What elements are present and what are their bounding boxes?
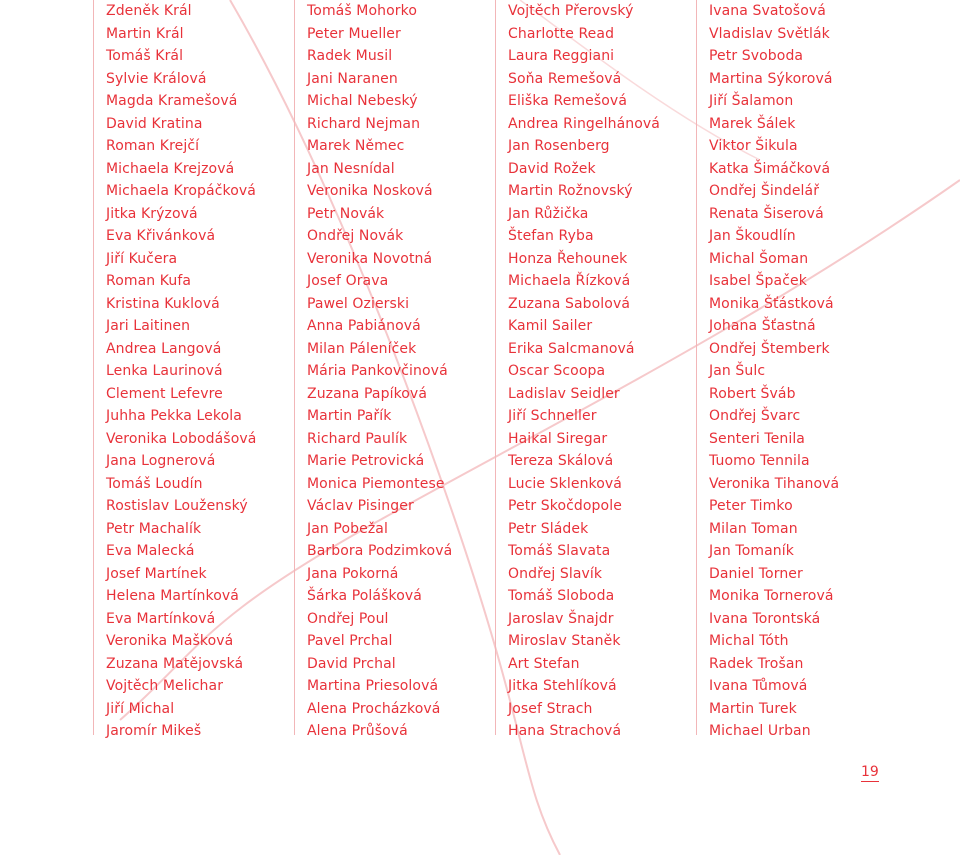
name-entry: Veronika Novotná — [307, 250, 433, 267]
name-entry: Lenka Laurinová — [106, 363, 223, 379]
name-entry: Monika Tornerová — [709, 588, 834, 604]
name-entry: Jan Růžička — [508, 205, 589, 222]
name-entry: Kristina Kuklová — [106, 295, 220, 312]
name-entry: Zdeněk Král — [106, 3, 192, 19]
name-entry: Haikal Siregar — [508, 430, 608, 447]
name-entry: Jani Naranen — [307, 70, 398, 87]
name-entry: David Kratina — [106, 115, 203, 132]
name-entry: Robert Šváb — [709, 385, 796, 402]
name-entry: Hana Strachová — [508, 723, 622, 739]
name-entry: Andrea Langová — [106, 340, 222, 357]
name-entry: Katka Šimáčková — [709, 160, 831, 177]
name-entry: Laura Reggiani — [508, 48, 615, 64]
name-list — [508, 0, 694, 743]
name-entry: Jan Šulc — [709, 363, 766, 379]
name-entry: Josef Martínek — [106, 565, 207, 582]
name-entry: Jan Škoudlín — [709, 228, 796, 244]
name-entry: Petr Machalík — [106, 520, 202, 537]
name-entry: Peter Mueller — [307, 25, 401, 42]
name-entry: Isabel Špaček — [709, 273, 807, 289]
name-entry: Martin Král — [106, 25, 184, 42]
name-entry: Marie Petrovická — [307, 453, 425, 469]
name-entry: Andrea Ringelhánová — [508, 115, 660, 132]
name-entry: Ivana Torontská — [709, 610, 821, 627]
name-entry: Veronika Mašková — [106, 633, 234, 649]
name-entry: Soňa Remešová — [508, 70, 622, 87]
name-entry: Tuomo Tennila — [709, 453, 810, 469]
name-entry: Martina Sýkorová — [709, 70, 833, 87]
name-entry: Martin Pařík — [307, 408, 392, 424]
name-entry: Vojtěch Melichar — [106, 678, 224, 694]
name-entry: Erika Salcmanová — [508, 340, 635, 357]
name-entry: Barbora Podzimková — [307, 543, 453, 559]
name-entry: Kamil Sailer — [508, 318, 593, 334]
name-entry: Richard Nejman — [307, 115, 421, 132]
name-list — [106, 0, 292, 743]
name-entry: Jaroslav Šnajdr — [508, 610, 614, 627]
name-entry: Jiří Schneller — [508, 408, 597, 424]
name-column-4 — [696, 0, 895, 739]
name-entry: Jiří Michal — [106, 700, 175, 717]
name-entry: Eva Křivánková — [106, 228, 216, 244]
name-entry: Eliška Remešová — [508, 93, 627, 109]
name-entry: Jan Rosenberg — [508, 138, 610, 154]
name-entry: Zuzana Papíková — [307, 385, 428, 402]
name-entry: Ondřej Štemberk — [709, 340, 830, 357]
name-entry: Lucie Sklenková — [508, 475, 622, 492]
name-column-3 — [495, 0, 694, 739]
name-entry: David Rožek — [508, 160, 596, 177]
name-entry: Štefan Ryba — [508, 228, 594, 244]
name-entry: Helena Martínková — [106, 588, 239, 604]
name-entry: Honza Řehounek — [508, 250, 628, 267]
name-entry: Renata Šiserová — [709, 205, 824, 222]
name-entry: Jaromír Mikeš — [106, 723, 202, 739]
name-entry: Jiří Šalamon — [709, 93, 794, 109]
name-entry: Petr Sládek — [508, 520, 589, 537]
name-entry: Ondřej Šindelář — [709, 183, 820, 199]
name-entry: Michaela Krejzová — [106, 160, 235, 177]
name-list — [307, 0, 493, 743]
name-entry: Eva Malecká — [106, 543, 195, 559]
name-entry: Tomáš Král — [106, 48, 184, 64]
name-entry: Marek Šálek — [709, 115, 796, 132]
name-entry: Tomáš Sloboda — [508, 588, 615, 604]
name-entry: Jan Nesnídal — [307, 160, 395, 177]
name-entry: Pavel Prchal — [307, 633, 393, 649]
name-entry: David Prchal — [307, 655, 396, 672]
name-entry: Michal Tóth — [709, 633, 789, 649]
name-entry: Martin Rožnovský — [508, 183, 633, 199]
name-entry: Jana Lognerová — [106, 453, 216, 469]
name-entry: Sylvie Králová — [106, 70, 207, 87]
name-entry: Zuzana Sabolová — [508, 295, 631, 312]
name-entry: Šárka Polášková — [307, 588, 422, 604]
name-entry: Clement Lefevre — [106, 385, 223, 402]
name-entry: Martina Priesolová — [307, 678, 439, 694]
name-entry: Mária Pankovčinová — [307, 363, 448, 379]
name-entry: Jitka Stehlíková — [508, 678, 617, 694]
name-entry: Jiří Kučera — [106, 250, 178, 267]
name-entry: Tomáš Loudín — [106, 475, 203, 492]
name-entry: Radek Trošan — [709, 655, 804, 672]
name-entry: Peter Timko — [709, 498, 793, 514]
name-list — [709, 0, 895, 743]
name-entry: Tomáš Slavata — [508, 543, 611, 559]
name-entry: Michal Nebeský — [307, 93, 418, 109]
name-entry: Jan Tomaník — [709, 543, 794, 559]
page-number: 19 — [861, 764, 879, 780]
name-entry: Petr Skočdopole — [508, 498, 622, 514]
name-entry: Jitka Krýzová — [106, 205, 198, 222]
name-entry: Pawel Ozierski — [307, 295, 410, 312]
name-entry: Martin Turek — [709, 700, 797, 717]
name-column-1 — [93, 0, 292, 739]
name-entry: Zuzana Matějovská — [106, 655, 244, 672]
name-entry: Monica Piemontese — [307, 475, 445, 492]
name-entry: Richard Paulík — [307, 430, 408, 447]
name-column-2 — [294, 0, 493, 739]
name-entry: Art Stefan — [508, 655, 580, 672]
name-entry: Senteri Tenila — [709, 430, 805, 447]
name-entry: Roman Krejčí — [106, 138, 200, 154]
name-entry: Miroslav Staněk — [508, 633, 621, 649]
name-entry: Tereza Skálová — [508, 453, 614, 469]
name-entry: Václav Pisinger — [307, 498, 414, 514]
name-entry: Ondřej Poul — [307, 610, 389, 627]
name-entry: Eva Martínková — [106, 610, 216, 627]
name-entry: Michaela Kropáčková — [106, 183, 256, 199]
name-entry: Alena Procházková — [307, 700, 441, 717]
name-entry: Michal Šoman — [709, 250, 809, 267]
name-entry: Jana Pokorná — [307, 565, 399, 582]
name-entry: Josef Strach — [508, 700, 593, 717]
name-entry: Ondřej Novák — [307, 228, 404, 244]
name-entry: Marek Němec — [307, 138, 405, 154]
name-entry: Veronika Tihanová — [709, 475, 840, 492]
name-entry: Rostislav Louženský — [106, 498, 248, 514]
name-entry: Daniel Torner — [709, 565, 803, 582]
name-entry: Johana Šťastná — [709, 318, 816, 334]
name-entry: Viktor Šikula — [709, 138, 798, 154]
name-entry: Milan Páleníček — [307, 340, 417, 357]
name-entry: Radek Musil — [307, 48, 393, 64]
name-entry: Jan Pobežal — [307, 520, 388, 537]
name-entry: Juhha Pekka Lekola — [106, 408, 242, 424]
name-entry: Josef Orava — [307, 273, 389, 289]
name-entry: Magda Kramešová — [106, 93, 238, 109]
name-entry: Vladislav Světlák — [709, 25, 830, 42]
name-entry: Jari Laitinen — [106, 318, 191, 334]
name-entry: Charlotte Read — [508, 25, 615, 42]
name-entry: Tomáš Mohorko — [307, 3, 418, 19]
name-entry: Michaela Řízková — [508, 273, 631, 289]
name-entry: Veronika Lobodášová — [106, 430, 257, 447]
name-entry: Ladislav Seidler — [508, 385, 620, 402]
name-entry: Oscar Scoopa — [508, 363, 606, 379]
name-entry: Ondřej Slavík — [508, 565, 603, 582]
name-entry: Anna Pabiánová — [307, 318, 421, 334]
name-entry: Vojtěch Přerovský — [508, 3, 634, 19]
name-entry: Petr Novák — [307, 205, 385, 222]
name-entry: Roman Kufa — [106, 273, 192, 289]
name-entry: Michael Urban — [709, 723, 811, 739]
name-entry: Petr Svoboda — [709, 48, 804, 64]
name-entry: Monika Šťástková — [709, 295, 834, 312]
name-entry: Ivana Tůmová — [709, 678, 808, 694]
name-entry: Alena Průšová — [307, 723, 408, 739]
name-entry: Veronika Nosková — [307, 183, 433, 199]
name-entry: Ondřej Švarc — [709, 408, 801, 424]
name-entry: Milan Toman — [709, 520, 798, 537]
name-entry: Ivana Svatošová — [709, 3, 826, 19]
